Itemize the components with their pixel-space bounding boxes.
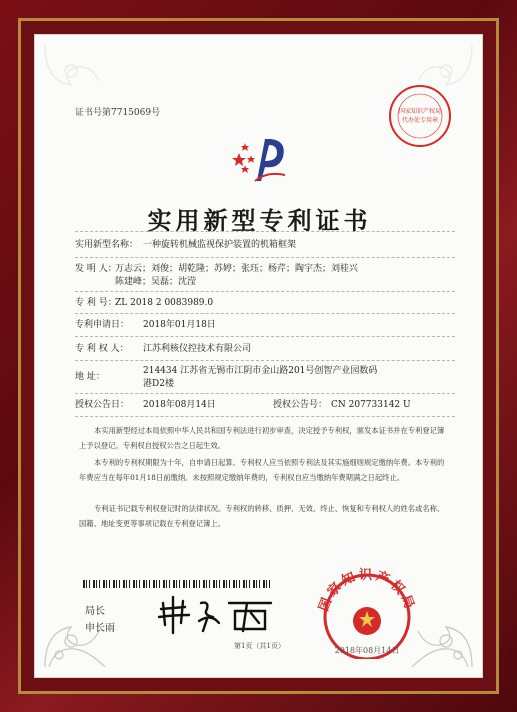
- publication-number: CN 207733142 U: [331, 400, 411, 410]
- patentee: 江苏利核仪控技术有限公司: [143, 344, 252, 354]
- svg-text:代办处专用章: 代办处专用章: [401, 117, 439, 124]
- certificate-number: 证书号第7715069号: [75, 108, 161, 118]
- body-paragraph: 本实用新型经过本局依照中华人民共和国专利法进行初步审查，决定授予专利权，颁发本证书并在专利登记簿上予以登记。专利权自授权公告之日起生效。: [79, 426, 445, 450]
- address-continued: 港D2楼: [143, 379, 174, 389]
- field-label: 地 址：: [75, 372, 105, 382]
- body-paragraph: 专利证书记载专利权登记时的法律状况。专利权的转移、质押、无效、终止、恢复和专利权人的姓名或名称、国籍、地址变更等事项记载在专利登记簿上。: [79, 504, 445, 528]
- field-label: 专 利 号：: [75, 298, 117, 308]
- invention-name: 一种旋转机械监视保护装置的机箱框架: [143, 240, 297, 250]
- divider: [75, 393, 455, 394]
- corner-ornament-icon: [41, 41, 111, 111]
- field-label: 发 明 人：: [75, 264, 117, 274]
- svg-text:国家知识产权局: 国家知识产权局: [316, 568, 418, 614]
- field-label: 授权公告号：: [273, 400, 328, 410]
- divider: [75, 257, 455, 258]
- field-label: 专 利 权 人：: [75, 344, 129, 354]
- inventors: 万志云；刘俊；胡乾隆；苏婷；张珏；杨芹；陶宇杰；刘桂兴: [115, 264, 359, 274]
- barcode-icon: [83, 573, 273, 581]
- address: 214434 江苏省无锡市江阴市金山路201号创智产业园数码: [143, 366, 378, 376]
- svg-text:2018年08月14日: 2018年08月14日: [334, 646, 400, 655]
- signature-title: 局长: [85, 606, 105, 617]
- divider: [75, 231, 455, 232]
- divider: [75, 313, 455, 314]
- cnipa-logo-icon: [231, 131, 291, 191]
- field-label: 实用新型名称：: [75, 240, 139, 250]
- page-footer: 第1页（共1页）: [234, 642, 285, 650]
- signature-icon: [155, 595, 275, 635]
- inventors-continued: 陈建峰；吴磊；沈滢: [115, 277, 197, 287]
- divider: [75, 360, 455, 361]
- patent-number: ZL 2018 2 0083989.0: [115, 298, 214, 308]
- certificate-paper: [34, 34, 483, 678]
- svg-text:国家知识产权局: 国家知识产权局: [398, 108, 442, 115]
- agency-seal-icon: [387, 83, 453, 149]
- application-date: 2018年01月18日: [143, 320, 216, 330]
- signatory-name: 申长雨: [85, 623, 115, 634]
- divider: [75, 291, 455, 292]
- field-label: 授权公告日：: [75, 400, 130, 410]
- body-paragraph: 本专利的专利权期限为十年，自申请日起算。专利权人应当依照专利法及其实施细则规定缴纳年费。本专利的年费应当在每年01月18日前缴纳。未按照规定缴纳年费的，专利权自应当缴纳年费期满之日起终止。: [79, 458, 445, 482]
- page-title: 实用新型专利证书: [147, 206, 372, 235]
- field-label: 专利申请日：: [75, 320, 130, 330]
- divider: [75, 416, 455, 417]
- grant-date: 2018年08月14日: [143, 400, 216, 410]
- divider: [75, 336, 455, 337]
